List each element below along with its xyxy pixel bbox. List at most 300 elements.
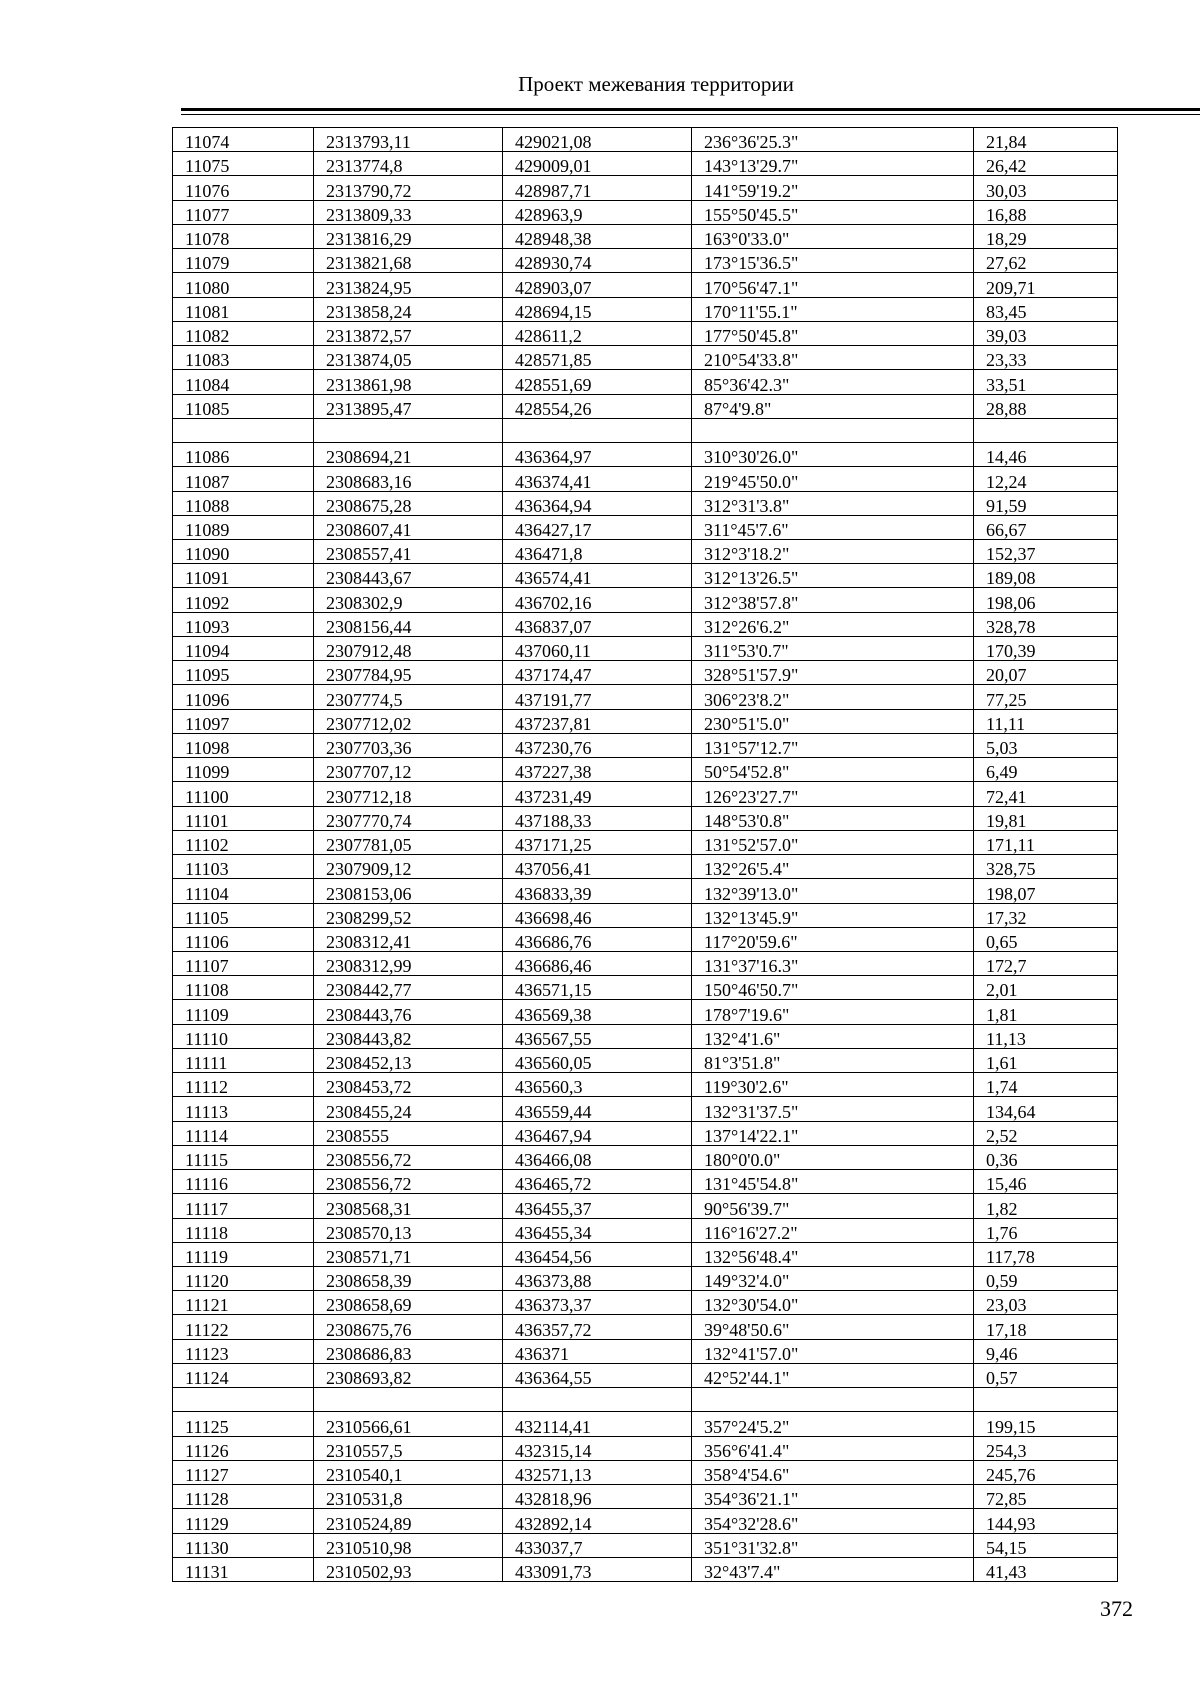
table-row [173,1460,1118,1484]
distance-cell: 11,13 [974,1024,1118,1048]
distance-cell: 152,37 [974,539,1118,563]
point-number-cell: 11085 [173,394,314,418]
bearing-cell: 87°4'9.8" [692,394,974,418]
x-coordinate-cell: 2308658,39 [314,1267,503,1291]
y-coordinate-cell: 437237,81 [503,709,692,733]
distance-cell: 33,51 [974,370,1118,394]
y-coordinate-cell: 432818,96 [503,1485,692,1509]
table-separator-row [173,418,1118,442]
point-number-cell: 11093 [173,612,314,636]
distance-cell: 23,03 [974,1291,1118,1315]
table-row [173,1533,1118,1557]
point-number-cell: 11125 [173,1412,314,1436]
distance-cell: 1,82 [974,1194,1118,1218]
table-row [173,564,1118,588]
bearing-cell: 312°13'26.5" [692,564,974,588]
table-row [173,1000,1118,1024]
bearing-cell: 132°26'5.4" [692,855,974,879]
bearing-cell: 149°32'4.0" [692,1267,974,1291]
distance-cell: 144,93 [974,1509,1118,1533]
table-row [173,830,1118,854]
table-row [173,1485,1118,1509]
table-row [173,661,1118,685]
point-number-cell: 11080 [173,273,314,297]
table-row [173,1509,1118,1533]
table-row [173,249,1118,273]
y-coordinate-cell: 437231,49 [503,782,692,806]
y-coordinate-cell: 432571,13 [503,1460,692,1484]
point-number-cell: 11123 [173,1339,314,1363]
y-coordinate-cell: 428611,2 [503,321,692,345]
table-row [173,515,1118,539]
y-coordinate-cell: 436837,07 [503,612,692,636]
y-coordinate-cell: 428571,85 [503,346,692,370]
distance-cell: 0,57 [974,1363,1118,1387]
distance-cell: 328,75 [974,855,1118,879]
bearing-cell: 311°45'7.6" [692,515,974,539]
x-coordinate-cell: 2313809,33 [314,200,503,224]
distance-cell: 83,45 [974,297,1118,321]
header-rule-thin [181,114,1200,115]
table-row [173,346,1118,370]
x-coordinate-cell: 2307784,95 [314,661,503,685]
y-coordinate-cell: 436471,8 [503,539,692,563]
distance-cell: 39,03 [974,321,1118,345]
distance-cell: 18,29 [974,224,1118,248]
table-row [173,1267,1118,1291]
table-row [173,951,1118,975]
y-coordinate-cell: 436455,37 [503,1194,692,1218]
x-coordinate-cell: 2310566,61 [314,1412,503,1436]
distance-cell: 6,49 [974,758,1118,782]
point-number-cell: 11082 [173,321,314,345]
bearing-cell: 306°23'8.2" [692,685,974,709]
bearing-cell: 132°39'13.0" [692,879,974,903]
distance-cell: 117,78 [974,1242,1118,1266]
y-coordinate-cell: 436574,41 [503,564,692,588]
bearing-cell: 312°3'18.2" [692,539,974,563]
bearing-cell: 117°20'59.6" [692,927,974,951]
x-coordinate-cell: 2313895,47 [314,394,503,418]
point-number-cell: 11131 [173,1557,314,1581]
bearing-cell: 39°48'50.6" [692,1315,974,1339]
x-coordinate-cell: 2313774,8 [314,152,503,176]
point-number-cell: 11090 [173,539,314,563]
bearing-cell: 131°57'12.7" [692,733,974,757]
table-row [173,1557,1118,1581]
x-coordinate-cell: 2308694,21 [314,443,503,467]
point-number-cell: 11130 [173,1533,314,1557]
distance-cell: 0,65 [974,927,1118,951]
distance-cell [974,1388,1118,1412]
point-number-cell: 11111 [173,1048,314,1072]
point-number-cell: 11089 [173,515,314,539]
table-row [173,1170,1118,1194]
table-row [173,879,1118,903]
distance-cell: 17,32 [974,903,1118,927]
bearing-cell: 131°37'16.3" [692,951,974,975]
table-row [173,1339,1118,1363]
point-number-cell: 11101 [173,806,314,830]
table-row [173,1048,1118,1072]
bearing-cell: 312°26'6.2" [692,612,974,636]
bearing-cell: 310°30'26.0" [692,443,974,467]
point-number-cell: 11117 [173,1194,314,1218]
distance-cell: 15,46 [974,1170,1118,1194]
x-coordinate-cell: 2308442,77 [314,976,503,1000]
y-coordinate-cell: 437174,47 [503,661,692,685]
point-number-cell: 11122 [173,1315,314,1339]
x-coordinate-cell: 2308675,76 [314,1315,503,1339]
point-number-cell: 11077 [173,200,314,224]
point-number-cell: 11116 [173,1170,314,1194]
bearing-cell: 132°13'45.9" [692,903,974,927]
x-coordinate-cell: 2308156,44 [314,612,503,636]
point-number-cell: 11083 [173,346,314,370]
bearing-cell: 137°14'22.1" [692,1121,974,1145]
bearing-cell: 180°0'0.0" [692,1145,974,1169]
x-coordinate-cell: 2313790,72 [314,176,503,200]
bearing-cell: 170°11'55.1" [692,297,974,321]
bearing-cell: 236°36'25.3" [692,128,974,152]
bearing-cell: 119°30'2.6" [692,1073,974,1097]
table-row [173,685,1118,709]
point-number-cell: 11105 [173,903,314,927]
bearing-cell: 141°59'19.2" [692,176,974,200]
table-row [173,1073,1118,1097]
table-row [173,224,1118,248]
distance-cell: 5,03 [974,733,1118,757]
y-coordinate-cell: 432315,14 [503,1436,692,1460]
point-number-cell: 11091 [173,564,314,588]
point-number-cell: 11113 [173,1097,314,1121]
y-coordinate-cell: 436427,17 [503,515,692,539]
table-row [173,806,1118,830]
bearing-cell: 132°41'57.0" [692,1339,974,1363]
y-coordinate-cell: 429021,08 [503,128,692,152]
x-coordinate-cell: 2307912,48 [314,636,503,660]
distance-cell: 17,18 [974,1315,1118,1339]
point-number-cell [173,1388,314,1412]
y-coordinate-cell: 436567,55 [503,1024,692,1048]
table-row [173,539,1118,563]
y-coordinate-cell: 436686,46 [503,951,692,975]
table-row [173,370,1118,394]
point-number-cell [173,418,314,442]
y-coordinate-cell: 436454,56 [503,1242,692,1266]
point-number-cell: 11096 [173,685,314,709]
distance-cell: 14,46 [974,443,1118,467]
table-row [173,636,1118,660]
distance-cell: 77,25 [974,685,1118,709]
table-row [173,1145,1118,1169]
point-number-cell: 11118 [173,1218,314,1242]
x-coordinate-cell: 2313861,98 [314,370,503,394]
distance-cell: 41,43 [974,1557,1118,1581]
distance-cell: 254,3 [974,1436,1118,1460]
x-coordinate-cell: 2307781,05 [314,830,503,854]
x-coordinate-cell: 2308452,13 [314,1048,503,1072]
distance-cell: 12,24 [974,467,1118,491]
y-coordinate-cell: 437191,77 [503,685,692,709]
y-coordinate-cell: 436560,05 [503,1048,692,1072]
y-coordinate-cell: 436569,38 [503,1000,692,1024]
table-row [173,1218,1118,1242]
y-coordinate-cell: 436467,94 [503,1121,692,1145]
y-coordinate-cell: 428987,71 [503,176,692,200]
x-coordinate-cell: 2308443,67 [314,564,503,588]
y-coordinate-cell: 432114,41 [503,1412,692,1436]
distance-cell: 172,7 [974,951,1118,975]
table-row [173,1363,1118,1387]
point-number-cell: 11115 [173,1145,314,1169]
x-coordinate-cell: 2308675,28 [314,491,503,515]
point-number-cell: 11102 [173,830,314,854]
point-number-cell: 11110 [173,1024,314,1048]
x-coordinate-cell: 2308607,41 [314,515,503,539]
bearing-cell: 143°13'29.7" [692,152,974,176]
point-number-cell: 11112 [173,1073,314,1097]
distance-cell: 2,52 [974,1121,1118,1145]
x-coordinate-cell: 2307707,12 [314,758,503,782]
x-coordinate-cell: 2308686,83 [314,1339,503,1363]
table-separator-row [173,1388,1118,1412]
bearing-cell: 85°36'42.3" [692,370,974,394]
y-coordinate-cell: 437171,25 [503,830,692,854]
coordinates-table-body [173,128,1118,1582]
x-coordinate-cell: 2308556,72 [314,1170,503,1194]
distance-cell: 1,76 [974,1218,1118,1242]
point-number-cell: 11104 [173,879,314,903]
y-coordinate-cell: 436357,72 [503,1315,692,1339]
point-number-cell: 11094 [173,636,314,660]
bearing-cell: 356°6'41.4" [692,1436,974,1460]
distance-cell: 72,85 [974,1485,1118,1509]
bearing-cell: 328°51'57.9" [692,661,974,685]
distance-cell: 198,07 [974,879,1118,903]
point-number-cell: 11100 [173,782,314,806]
x-coordinate-cell: 2313821,68 [314,249,503,273]
distance-cell: 1,81 [974,1000,1118,1024]
point-number-cell: 11099 [173,758,314,782]
x-coordinate-cell: 2308443,76 [314,1000,503,1024]
point-number-cell: 11075 [173,152,314,176]
bearing-cell: 219°45'50.0" [692,467,974,491]
y-coordinate-cell: 436373,88 [503,1267,692,1291]
point-number-cell: 11114 [173,1121,314,1145]
point-number-cell: 11078 [173,224,314,248]
y-coordinate-cell: 428930,74 [503,249,692,273]
point-number-cell: 11092 [173,588,314,612]
bearing-cell: 116°16'27.2" [692,1218,974,1242]
x-coordinate-cell: 2310510,98 [314,1533,503,1557]
bearing-cell: 210°54'33.8" [692,346,974,370]
table-row [173,297,1118,321]
table-row [173,709,1118,733]
bearing-cell: 230°51'5.0" [692,709,974,733]
bearing-cell: 163°0'33.0" [692,224,974,248]
bearing-cell: 32°43'7.4" [692,1557,974,1581]
table-row [173,927,1118,951]
bearing-cell: 132°31'37.5" [692,1097,974,1121]
bearing-cell: 311°53'0.7" [692,636,974,660]
point-number-cell: 11120 [173,1267,314,1291]
y-coordinate-cell: 436560,3 [503,1073,692,1097]
point-number-cell: 11079 [173,249,314,273]
point-number-cell: 11088 [173,491,314,515]
y-coordinate-cell: 428903,07 [503,273,692,297]
y-coordinate-cell: 436364,94 [503,491,692,515]
distance-cell: 27,62 [974,249,1118,273]
table-row [173,443,1118,467]
x-coordinate-cell: 2308571,71 [314,1242,503,1266]
x-coordinate-cell: 2308683,16 [314,467,503,491]
point-number-cell: 11121 [173,1291,314,1315]
x-coordinate-cell: 2307770,74 [314,806,503,830]
bearing-cell: 132°56'48.4" [692,1242,974,1266]
bearing-cell: 354°32'28.6" [692,1509,974,1533]
bearing-cell: 90°56'39.7" [692,1194,974,1218]
y-coordinate-cell: 437230,76 [503,733,692,757]
x-coordinate-cell: 2310502,93 [314,1557,503,1581]
table-row [173,1194,1118,1218]
table-row [173,1024,1118,1048]
x-coordinate-cell: 2308555 [314,1121,503,1145]
table-row [173,1097,1118,1121]
distance-cell: 20,07 [974,661,1118,685]
x-coordinate-cell: 2308453,72 [314,1073,503,1097]
distance-cell: 72,41 [974,782,1118,806]
bearing-cell: 148°53'0.8" [692,806,974,830]
table-row [173,758,1118,782]
y-coordinate-cell: 436571,15 [503,976,692,1000]
distance-cell: 134,64 [974,1097,1118,1121]
table-row [173,903,1118,927]
bearing-cell: 126°23'27.7" [692,782,974,806]
x-coordinate-cell: 2308557,41 [314,539,503,563]
distance-cell: 26,42 [974,152,1118,176]
x-coordinate-cell: 2313793,11 [314,128,503,152]
y-coordinate-cell: 437227,38 [503,758,692,782]
y-coordinate-cell: 437060,11 [503,636,692,660]
x-coordinate-cell: 2310531,8 [314,1485,503,1509]
y-coordinate-cell: 436833,39 [503,879,692,903]
point-number-cell: 11097 [173,709,314,733]
table-row [173,273,1118,297]
x-coordinate-cell: 2307712,18 [314,782,503,806]
distance-cell: 0,36 [974,1145,1118,1169]
point-number-cell: 11107 [173,951,314,975]
distance-cell: 91,59 [974,491,1118,515]
bearing-cell: 177°50'45.8" [692,321,974,345]
x-coordinate-cell: 2308302,9 [314,588,503,612]
distance-cell: 23,33 [974,346,1118,370]
distance-cell: 245,76 [974,1460,1118,1484]
x-coordinate-cell: 2308693,82 [314,1363,503,1387]
x-coordinate-cell: 2310557,5 [314,1436,503,1460]
bearing-cell: 81°3'51.8" [692,1048,974,1072]
bearing-cell: 132°4'1.6" [692,1024,974,1048]
distance-cell: 19,81 [974,806,1118,830]
table-row [173,855,1118,879]
x-coordinate-cell: 2307703,36 [314,733,503,757]
y-coordinate-cell: 436466,08 [503,1145,692,1169]
table-row [173,782,1118,806]
distance-cell: 170,39 [974,636,1118,660]
bearing-cell: 132°30'54.0" [692,1291,974,1315]
x-coordinate-cell: 2313858,24 [314,297,503,321]
point-number-cell: 11127 [173,1460,314,1484]
bearing-cell [692,418,974,442]
table-row [173,612,1118,636]
table-row [173,152,1118,176]
y-coordinate-cell: 436698,46 [503,903,692,927]
y-coordinate-cell: 428554,26 [503,394,692,418]
table-row [173,321,1118,345]
bearing-cell: 178°7'19.6" [692,1000,974,1024]
distance-cell: 54,15 [974,1533,1118,1557]
point-number-cell: 11081 [173,297,314,321]
y-coordinate-cell: 436686,76 [503,927,692,951]
coordinates-table [172,127,1118,1582]
table-row [173,1242,1118,1266]
point-number-cell: 11128 [173,1485,314,1509]
distance-cell: 198,06 [974,588,1118,612]
bearing-cell: 354°36'21.1" [692,1485,974,1509]
y-coordinate-cell: 436364,55 [503,1363,692,1387]
y-coordinate-cell: 436559,44 [503,1097,692,1121]
y-coordinate-cell: 428948,38 [503,224,692,248]
table-row [173,1121,1118,1145]
x-coordinate-cell: 2308570,13 [314,1218,503,1242]
table-row [173,733,1118,757]
y-coordinate-cell: 429009,01 [503,152,692,176]
bearing-cell: 155°50'45.5" [692,200,974,224]
distance-cell: 66,67 [974,515,1118,539]
page-header-title: Проект межевания территории [518,72,794,96]
point-number-cell: 11126 [173,1436,314,1460]
point-number-cell: 11098 [173,733,314,757]
y-coordinate-cell: 437056,41 [503,855,692,879]
y-coordinate-cell: 428694,15 [503,297,692,321]
x-coordinate-cell: 2310540,1 [314,1460,503,1484]
distance-cell: 199,15 [974,1412,1118,1436]
bearing-cell: 50°54'52.8" [692,758,974,782]
y-coordinate-cell: 436465,72 [503,1170,692,1194]
distance-cell: 9,46 [974,1339,1118,1363]
distance-cell: 30,03 [974,176,1118,200]
bearing-cell: 351°31'32.8" [692,1533,974,1557]
y-coordinate-cell: 436702,16 [503,588,692,612]
table-row [173,1436,1118,1460]
x-coordinate-cell: 2308312,99 [314,951,503,975]
bearing-cell: 42°52'44.1" [692,1363,974,1387]
point-number-cell: 11124 [173,1363,314,1387]
point-number-cell: 11108 [173,976,314,1000]
point-number-cell: 11086 [173,443,314,467]
bearing-cell: 358°4'54.6" [692,1460,974,1484]
table-row [173,467,1118,491]
table-row [173,200,1118,224]
x-coordinate-cell [314,418,503,442]
x-coordinate-cell: 2313816,29 [314,224,503,248]
distance-cell: 28,88 [974,394,1118,418]
x-coordinate-cell: 2308153,06 [314,879,503,903]
x-coordinate-cell: 2308455,24 [314,1097,503,1121]
y-coordinate-cell: 436364,97 [503,443,692,467]
x-coordinate-cell: 2310524,89 [314,1509,503,1533]
distance-cell: 16,88 [974,200,1118,224]
